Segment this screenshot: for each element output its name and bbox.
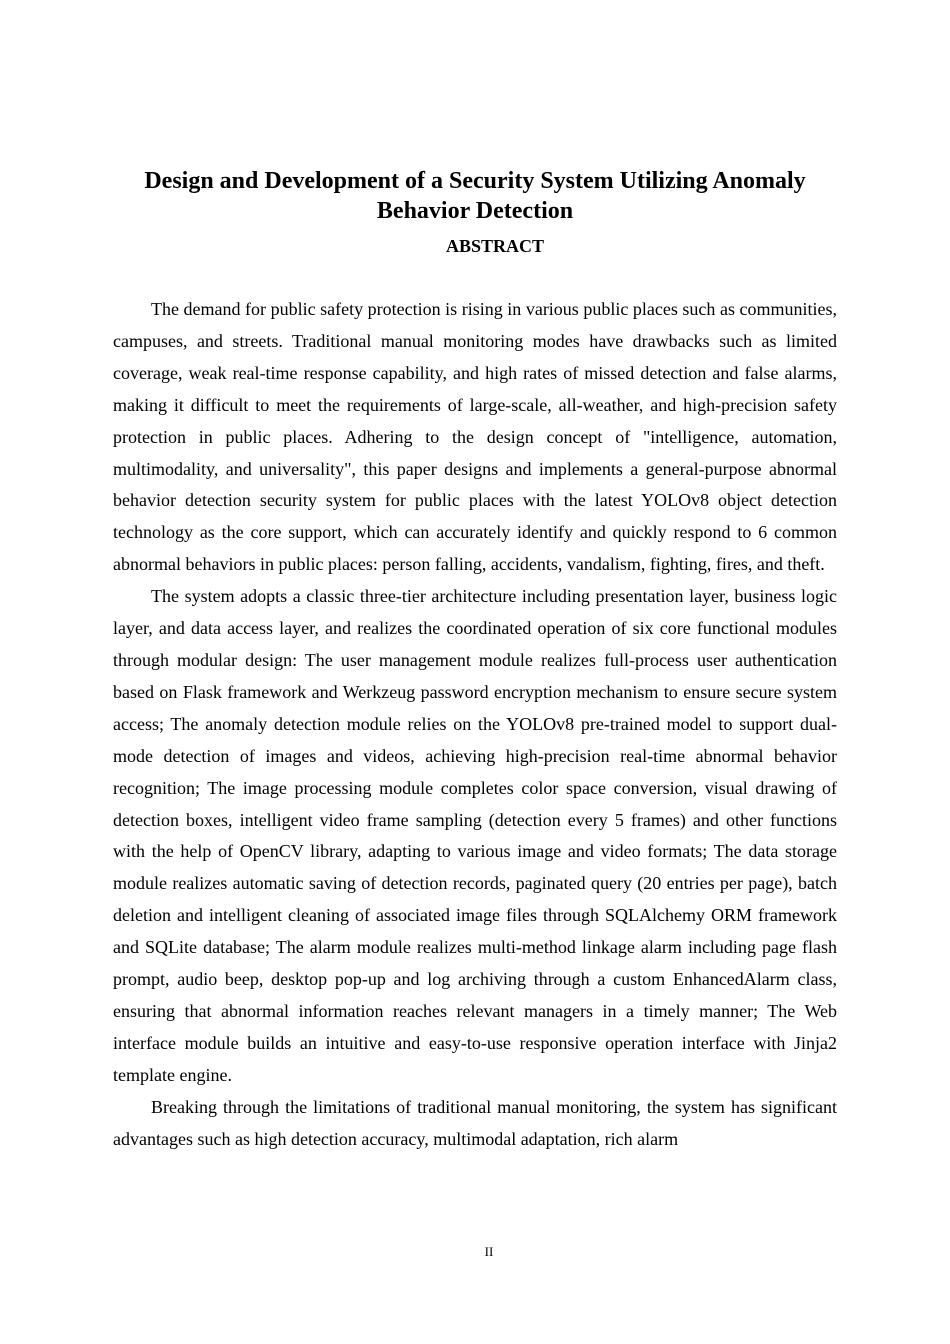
paper-title: Design and Development of a Security System Utilizing Anomaly Behavior Detection: [144, 168, 806, 224]
abstract-heading: ABSTRACT: [445, 236, 545, 256]
page-number: II: [484, 1244, 494, 1259]
abstract-paragraph: The demand for public safety protection is rising in various public places such as communities, campuses, and streets. Traditional manual monitoring modes have drawbacks such as limited coverage, weak real-time response capability, and high rates of missed detection and false alarms, making it difficult to meet the requirements of large-scale, all-weather, and high-precision safety protection in public places. Adhering to the design concept of "intelligence, automation, multimodality, and universality", this paper designs and implements a general-purpose abnormal behavior detection security system for public places with the latest YOLOv8 object detection technology as the core support, which can accurately identify and quickly respond to 6 common abnormal behaviors in public places: person falling, accidents, vandalism, fighting, fires, and theft.: [113, 299, 837, 575]
abstract-paragraph: Breaking through the limitations of traditional manual monitoring, the system has significant advantages such as high detection accuracy, multimodal adaptation, rich alarm: [113, 1096, 837, 1149]
abstract-paragraph: The system adopts a classic three-tier architecture including presentation layer, business logic layer, and data access layer, and realizes the coordinated operation of six core functional modules through modular design: The user management module realizes full-process user authentication based on Flask framework and Werkzeug password encryption mechanism to ensure secure system access; The anomaly detection module relies on the YOLOv8 pre-trained model to support dual-mode detection of images and videos, achieving high-precision real-time abnormal behavior recognition; The image processing module completes color space conversion, visual drawing of detection boxes, intelligent video frame sampling (detection every 5 frames) and other functions with the help of OpenCV library, adapting to various image and video formats; The data storage module realizes automatic saving of detection records, paginated query (20 entries per page), batch deletion and intelligent cleaning of associated image files through SQLAlchemy ORM framework and SQLite database; The alarm module realizes multi-method linkage alarm including page flash prompt, audio beep, desktop pop-up and log archiving through a custom EnhancedAlarm class, ensuring that abnormal information reaches relevant managers in a timely manner; The Web interface module builds an intuitive and easy-to-use responsive operation interface with Jinja2 template engine.: [113, 586, 837, 1085]
abstract-body: [113, 294, 837, 1155]
